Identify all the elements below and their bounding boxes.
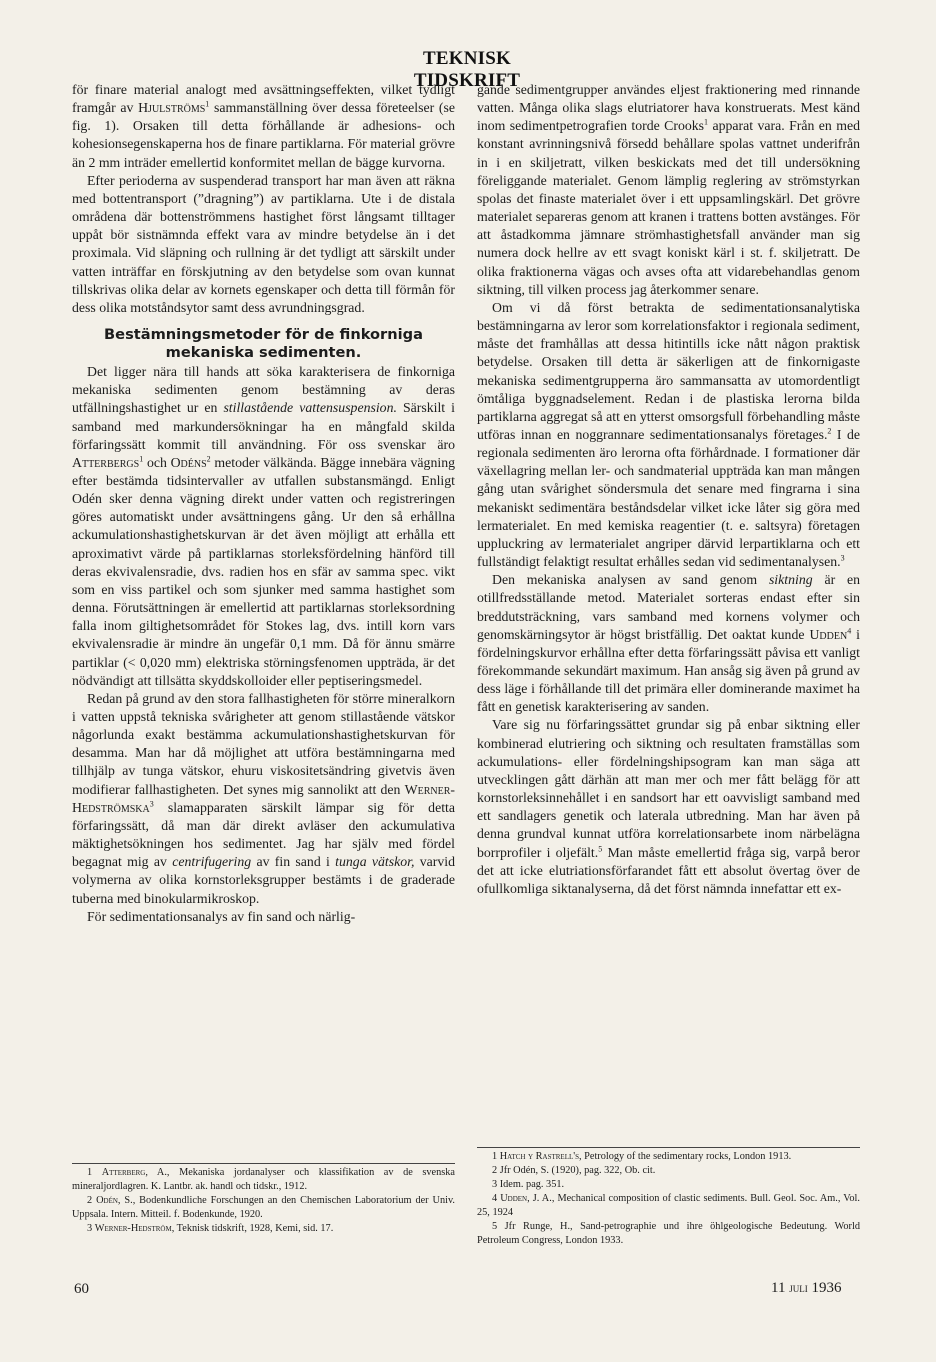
left-paragraph-1: för finare material analogt med avsättningseffekten, vilket tydligt framgår av Hjulströms$^1$ sammanställning över dessa företeelser (se fig. 1). Orsaken till detta förhållande är adhesions- och kohesionsegenskaperna hos de finare partiklarna. För material grövre än 2 mm inträder emellertid konformitet mellan de bägge kurvorna. bbox=[72, 82, 455, 170]
left-column bbox=[72, 81, 455, 926]
footnotes-right bbox=[477, 1147, 860, 1248]
right-paragraph-1: gande sedimentgrupper användes eljest fraktionering med rinnande vatten. Många olika slags elutriatorer hava konstruerats. Mest känd inom sedimentpetrografien torde Crooks$^1$ apparat vara. Från en med konstant avrinningsnivå försedd behållare spolas vattnet underifrån in i en skiljetratt, vilken beskickats med det till undersökning föreliggande materialet. Genom lämplig reglering av strömstyrkan spolas det finaste materialet över i ett uppsamlingskärl. Det grövre materialet separeras genom att kranen i trattens botten avstänges. För att åstadkomma jämnare strömhastighetsfall använder man sig numera dock hellre av ett svagt koniskt kärl i st. f. skiljetratt. De olika fraktionerna vägas och avses ofta att vidarebehandlas genom siktning, till vilken process jag återkommer senare. bbox=[477, 82, 860, 297]
footnote: 5 Jfr Runge, H., Sand-petrographie und ihre öhlgeologische Bedeutung. World Petroleum Congress, London 1933. bbox=[477, 1221, 860, 1246]
left-paragraph-5: För sedimentationsanalys av fin sand och närlig- bbox=[87, 908, 356, 924]
footnote: 3 Werner-Hedström, Teknisk tidskrift, 1928, Kemi, sid. 17. bbox=[87, 1223, 334, 1234]
journal-masthead: TEKNISK TIDSKRIFT bbox=[413, 48, 521, 91]
right-paragraph-2: Om vi då först betrakta de sedimentationsanalytiska bestämningarna av leror som korrelationsfaktor i regionala sediment, måste det framhållas att dessa hitintills icke nått någon praktisk betydelse. Orsaken till detta är säkerligen att de finkornigaste mekaniska sedimentgrupperna äro sammansatta av utomordentligt ömtåliga byggnadselement. Redan i de plastiska lerorna bilda partiklarna aggregat så att en ytterst omsorgsfull förbehandling måste utföras innan en noggrannare sedimentationsanalys företages.$^2$ I de regionala sedimenten äro lerorna ofta förhårdnade. I formationer där växellagring mellan ler- och sandmaterial uppträda kan man mången gång utan svårighet söndersmula det senare med fingrarna i sina mekaniskt sedimentära beståndsdelar vilket icke låter sig göra med lermaterialet. En med kemiska reagentier (t. e. saltsyra) företagen uppluckring av lermaterialet angriper därvid lerpartiklarna och ett fullständigt felaktigt resultat erhålles sedan vid sedimentanalysen.$^3$ bbox=[477, 299, 860, 570]
right-column bbox=[477, 81, 860, 898]
section-heading: Bestämningsmetoder för de finkorniga mekaniska sedimenten. bbox=[104, 326, 423, 362]
right-paragraph-3: Den mekaniska analysen av sand genom siktning är en otillfredsställande metod. Materialet sorteras endast efter sin breddutsträckning, vars samband med kornens volymer och genomskärningsytor är högst bristfällig. Det oaktat kunde Udden$^4$ i fördelningskurvor erhållna efter detta förfaringssätt påvisa ett vanligt förekommande sekundärt maximum. Han ansåg sig även på grund av dess läge i förhållande till det primära eller dominerande maximet ha fått en genetisk karakterisering av sanden. bbox=[477, 572, 860, 715]
right-paragraph-4: Vare sig nu förfaringssättet grundar sig på enbar siktning eller kombinerad elutriering och siktning och resultaten framställas som ackumulations- eller fördelningshipsogram kan man säga att utvecklingen gått därhän att man mer och mer fått belägg för att kornstorleksinnehållet i en sandsort har ett oavvisligt samband med ett sandlagers genetik och laterala utbredning. Man har även på denna grundval kunnat utföra korrelationsarbete inom närbelägna borrprofiler i oljefält.$^5$ Man måste emellertid fråga sig, varpå beror det att icke elutriationsförfarandet fått ett absolut övertag över de ofullkomliga siktanalyserna, då det först nämnda innefattar ett ex- bbox=[477, 717, 860, 896]
footnote: 3 Idem. pag. 351. bbox=[492, 1179, 565, 1190]
footnote: 4 Udden, J. A., Mechanical composition of clastic sediments. Bull. Geol. Soc. Am., Vol. 25, 1924 bbox=[477, 1193, 860, 1218]
footnote: 1 Hatch y Rastrell's, Petrology of the sedimentary rocks, London 1913. bbox=[492, 1151, 792, 1162]
left-paragraph-3: Det ligger nära till hands att söka karakterisera de finkorniga mekaniska sedimenten genom bestämning av deras utfällningshastighet ur en stillastående vattensuspension. Särskilt i samband med markundersökningar ha en mångfald skilda förfaringssätt kommit till användning. För oss svenskar äro Atterbergs$^1$ och Odéns$^2$ metoder välkända. Bägge innebära vägning efter bestämda tidsintervaller av utfallen substansmängd. Enligt Odén sker denna vägning direkt under vatten och registreringen göres automatiskt under avsättningens gång. Ur den så erhållna ackumulationshastighetskurvan är det även möjligt att erhålla ett aproximativt värde på partiklarnas storleksfördelning hänförd till deras ekvivalensradie, dvs. radien hos en sfär av samma spec. vikt som en viss partikel och som sjunker med samma hastighet som denna. Förutsättningen är emellertid att partiklarnas storleksordning falla inom giltighetsområdet för Stokes lag, dvs. intill korn vars ekvivalensradie är mindre än ungefär 0,1 mm. Då för ännu smärre partiklar (< 0,020 mm) elektriska störningsfenomen uppträda, är det nödvändigt att tillsätta skyddskolloider eller peptiseringsmedel. bbox=[72, 364, 455, 688]
footnote: 2 Jfr Odén, S. (1920), pag. 322, Ob. cit. bbox=[492, 1165, 656, 1176]
footnote: 1 Atterberg, A., Mekaniska jordanalyser och klassifikation av de svenska mineraljordlagren. K. Lantbr. ak. handl och tidskr., 1912. bbox=[72, 1167, 455, 1192]
issue-date: 11 juli 1936 bbox=[771, 1280, 842, 1296]
left-paragraph-2: Efter perioderna av suspenderad transport har man även att räkna med bottentransport (”dragning”) av partiklarna. Ute i de distala områdena där bottenströmmens hastighet först långsamt tilltager uppåt bör sistnämnda effekt vara av mindre betydelse än i det proximala. Vid släpning och rullning är det tydligt att särskilt under vatten inträffar en förskjutning av den betydelse som ovan kunnat tillskrivas olika delar av kornets egenskaper och detta till förmån för dess olika motståndsytor samt dess avrundningsgrad. bbox=[72, 172, 455, 315]
footnotes-left bbox=[72, 1163, 455, 1236]
page-number: 60 bbox=[74, 1281, 89, 1297]
footnote: 2 Odén, S., Bodenkundliche Forschungen an den Chemischen Laboratorium der Univ. Uppsala. Intern. Mitteil. f. Bodenkunde, 1920. bbox=[72, 1195, 456, 1220]
left-paragraph-4: Redan på grund av den stora fallhastigheten för större mineralkorn i vatten uppstå tekniska svårigheter att genom stillastående vätskor någorlunda exakt bestämma ackumulationshastighetskurvan för desamma. Man har då möjlighet att utföra bestämningarna med tillhjälp av tunga vätskor, ehuru viskositetsändring givetvis även modifierar fallhastigheten. Det synes mig sannolikt att den Werner-Hedströmska$^3$ slamapparaten särskilt lämpar sig för detta förfaringssätt, då man där direkt avläser den ackumulativa mäktighetsökningen hos sedimentet. Jag har själv med fördel begagnat mig av centrifugering av fin sand i tunga vätskor, varvid volymerna av olika kornstorleksgrupper bestämts i de graderade tuberna med binokularmikroskop. bbox=[72, 690, 456, 906]
